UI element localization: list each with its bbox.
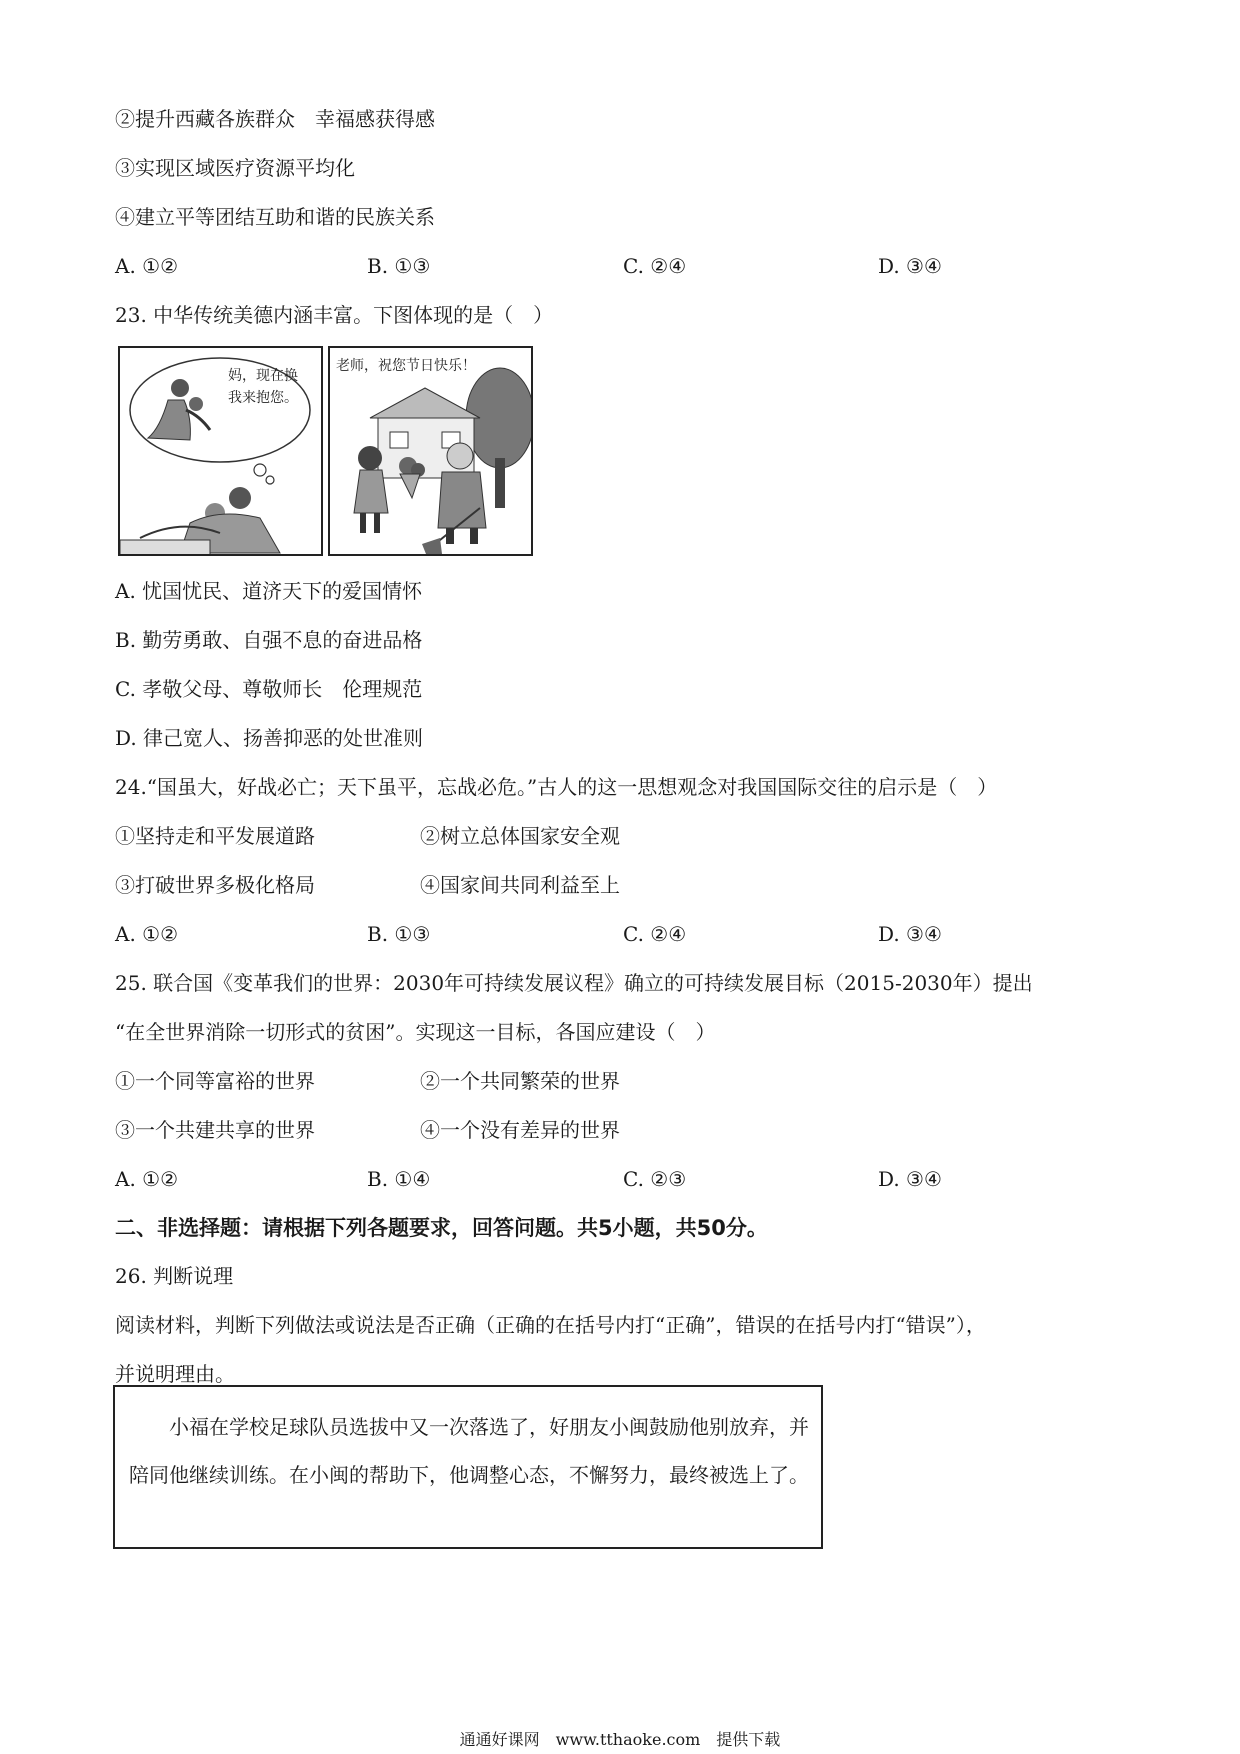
q22-option-a: A. ①② [115, 254, 179, 278]
q25-stem-line1: 25. 联合国《变革我们的世界：2030年可持续发展议程》确立的可持续发展目标（2015-2030年）提出 [115, 971, 1033, 995]
q25-item-1: ①一个同等富裕的世界 [115, 1069, 315, 1093]
q24-item-3: ③打破世界多极化格局 [115, 873, 315, 897]
q23-option-c: C. 孝敬父母、尊敬师长 伦理规范 [115, 677, 423, 701]
q25-option-d: D. ③④ [878, 1167, 942, 1191]
q22-item-4: ④建立平等团结互助和谐的民族关系 [115, 205, 435, 229]
cartoon-left-bubble-line2: 我来抱您。 [228, 390, 298, 406]
q25-stem-line2: “在全世界消除一切形式的贫困”。实现这一目标，各国应建设（ ） [115, 1020, 716, 1044]
cartoon-left-bubble-line1: 妈，现在换 [228, 368, 298, 384]
q25-item-3: ③一个共建共享的世界 [115, 1118, 315, 1142]
q24-option-b: B. ①③ [367, 922, 431, 946]
q22-option-c: C. ②④ [623, 254, 687, 278]
cartoon-right-bubble: 老师，祝您节日快乐！ [336, 358, 476, 374]
q22-item-3: ③实现区域医疗资源平均化 [115, 156, 355, 180]
q23-option-b: B. 勤劳勇敢、自强不息的奋进品格 [115, 628, 423, 652]
q25-item-2: ②一个共同繁荣的世界 [420, 1069, 620, 1093]
q24-item-1: ①坚持走和平发展道路 [115, 824, 315, 848]
q24-item-2: ②树立总体国家安全观 [420, 824, 620, 848]
q26-material-box [113, 1385, 823, 1549]
q22-option-b: B. ①③ [367, 254, 431, 278]
q22-item-2: ②提升西藏各族群众 幸福感获得感 [115, 107, 435, 131]
cartoon-caring-mother-illustration [120, 348, 323, 556]
cartoon-student-teacher-illustration [330, 348, 533, 556]
q26-instruction-line2: 并说明理由。 [115, 1362, 235, 1386]
q24-option-d: D. ③④ [878, 922, 942, 946]
cartoon-right-panel [328, 346, 533, 556]
q24-option-c: C. ②④ [623, 922, 687, 946]
q23-stem: 23. 中华传统美德内涵丰富。下图体现的是（ ） [115, 303, 554, 327]
q24-item-4: ④国家间共同利益至上 [420, 873, 620, 897]
q25-option-c: C. ②③ [623, 1167, 687, 1191]
q25-item-4: ④一个没有差异的世界 [420, 1118, 620, 1142]
q24-stem: 24.“国虽大，好战必亡；天下虽平，忘战必危。”古人的这一思想观念对我国国际交往的启示是（ ） [115, 775, 998, 799]
q22-option-d: D. ③④ [878, 254, 942, 278]
section-2-heading: 二、非选择题：请根据下列各题要求，回答问题。共5小题，共50分。 [115, 1216, 768, 1240]
q24-option-a: A. ①② [115, 922, 179, 946]
q26-material-text: 小福在学校足球队员选拔中又一次落选了，好朋友小闽鼓励他别放弃，并陪同他继续训练。在小闽的帮助下，他调整心态，不懈努力，最终被选上了。 [129, 1415, 809, 1487]
cartoon-left-panel [118, 346, 323, 556]
q25-option-b: B. ①④ [367, 1167, 431, 1191]
q23-option-a: A. 忧国忧民、道济天下的爱国情怀 [115, 579, 423, 603]
q26-title: 26. 判断说理 [115, 1264, 234, 1288]
page-footer: 通通好课网 www.tthaoke.com 提供下载 [459, 1730, 781, 1749]
q25-option-a: A. ①② [115, 1167, 179, 1191]
q26-instruction-line1: 阅读材料，判断下列做法或说法是否正确（正确的在括号内打“正确”，错误的在括号内打“错误”）， [115, 1313, 986, 1337]
q23-option-d: D. 律己宽人、扬善抑恶的处世准则 [115, 726, 424, 750]
